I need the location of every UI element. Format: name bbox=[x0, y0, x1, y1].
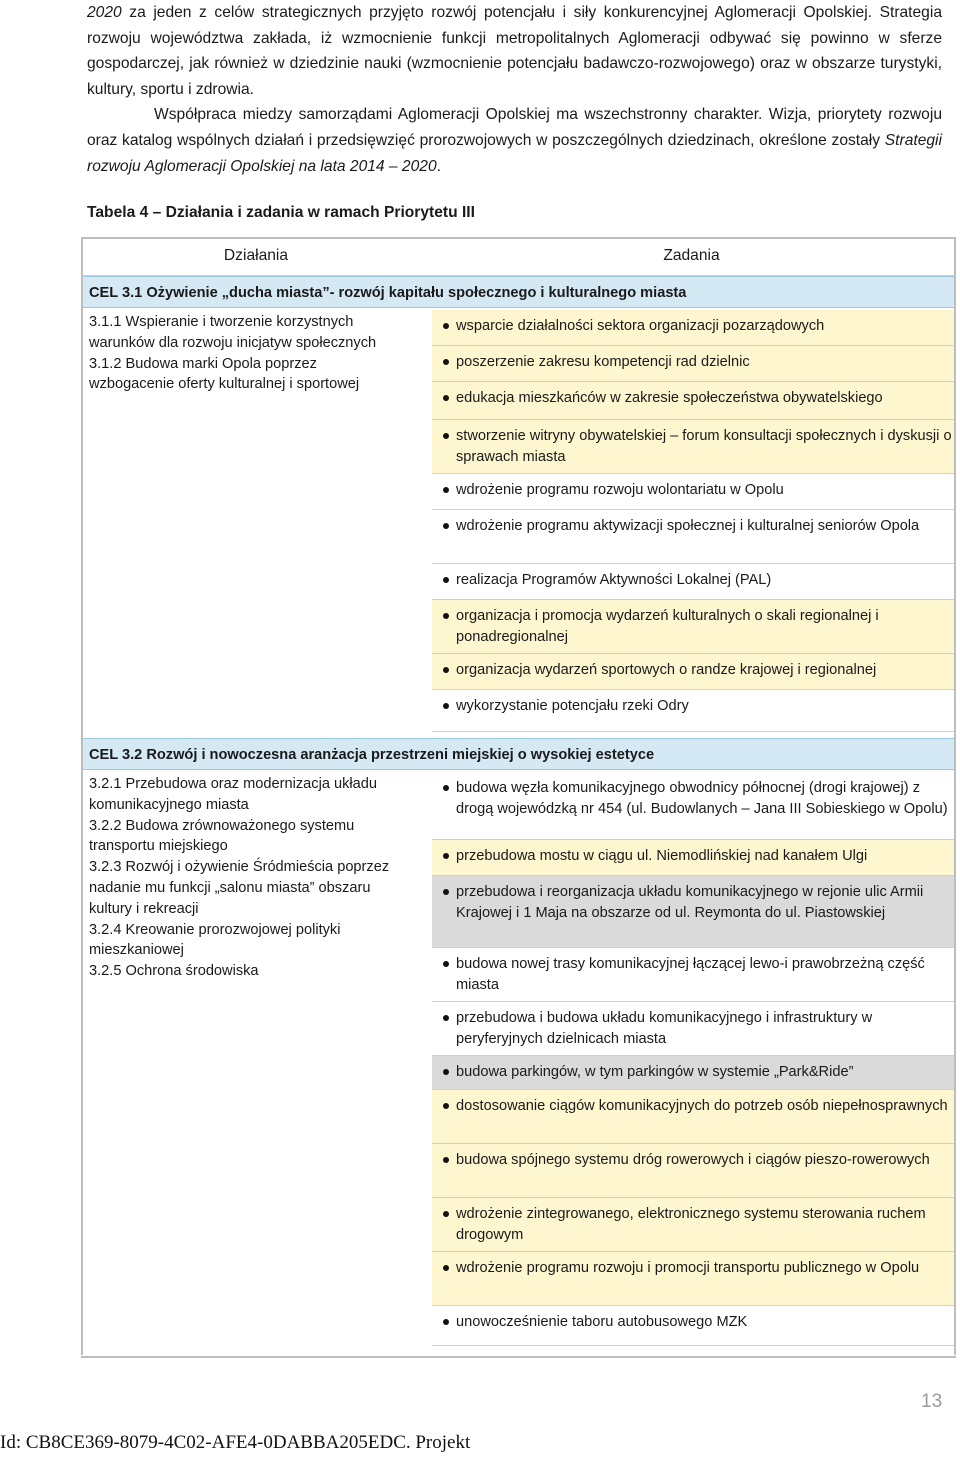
task-item bbox=[432, 1090, 954, 1144]
task-item bbox=[432, 690, 954, 732]
task-text: wsparcie działalności sektora organizacji pozarządowych bbox=[456, 318, 825, 334]
task-item bbox=[432, 1002, 954, 1056]
task-text: wdrożenie programu rozwoju wolontariatu w Opolu bbox=[456, 482, 784, 498]
task-text: budowa parkingów, w tym parkingów w systemie „Park&Ride” bbox=[456, 1064, 854, 1080]
bullet-icon bbox=[443, 523, 449, 529]
task-item bbox=[432, 772, 954, 840]
task-text: budowa węzła komunikacyjnego obwodnicy północnej (drogi krajowej) z drogą wojewódzką nr 454 (ul. Budowlanych – Jana III Sobieskiego w Opolu) bbox=[456, 780, 948, 817]
table-header bbox=[81, 237, 956, 276]
task-item bbox=[432, 420, 954, 474]
goal-3-1-section bbox=[81, 308, 956, 738]
task-text: poszerzenie zakresu kompetencji rad dzielnic bbox=[456, 354, 750, 370]
task-text: przebudowa i budowa układu komunikacyjnego i infrastruktury w peryferyjnych dzielnicach miasta bbox=[456, 1010, 873, 1047]
task-text: wdrożenie programu aktywizacji społecznej i kulturalnej seniorów Opola bbox=[456, 518, 920, 534]
task-item bbox=[432, 382, 954, 420]
goal-3-2-row: CEL 3.2 Rozwój i nowoczesna aranżacja przestrzeni miejskiej o wysokiej estetyce bbox=[81, 738, 956, 770]
header-tasks: Zadania bbox=[663, 247, 720, 264]
bullet-icon bbox=[443, 1265, 449, 1271]
bullet-icon bbox=[443, 433, 449, 439]
task-text: wdrożenie zintegrowanego, elektronicznego systemu sterowania ruchem drogowym bbox=[456, 1206, 926, 1243]
action-item: 3.2.5 Ochrona środowiska bbox=[89, 963, 259, 980]
task-text: budowa spójnego systemu dróg rowerowych i ciągów pieszo-rowerowych bbox=[456, 1152, 930, 1168]
task-item bbox=[432, 876, 954, 948]
bullet-icon bbox=[443, 1211, 449, 1217]
bullet-icon bbox=[443, 359, 449, 365]
goal-3-2-section bbox=[81, 770, 956, 1355]
bullet-icon bbox=[443, 703, 449, 709]
task-item bbox=[432, 1198, 954, 1252]
task-text: organizacja wydarzeń sportowych o randze krajowej i regionalnej bbox=[456, 662, 877, 678]
action-item: 3.2.4 Kreowanie prorozwojowej polityki mieszkaniowej bbox=[89, 921, 341, 959]
task-item bbox=[432, 1252, 954, 1306]
bullet-icon bbox=[443, 395, 449, 401]
task-text: wykorzystanie potencjału rzeki Odry bbox=[456, 698, 689, 714]
action-item: 3.1.2 Budowa marki Opola poprzez wzbogacenie oferty kulturalnej i sportowej bbox=[89, 355, 360, 393]
actions-table bbox=[81, 237, 956, 1355]
bullet-icon bbox=[443, 487, 449, 493]
bullet-icon bbox=[443, 1015, 449, 1021]
bullet-icon bbox=[443, 1103, 449, 1109]
task-item bbox=[432, 564, 954, 600]
task-text: przebudowa mostu w ciągu ul. Niemodlińskiej nad kanałem Ulgi bbox=[456, 848, 868, 864]
task-text: przebudowa i reorganizacja układu komunikacyjnego w rejonie ulic Armii Krajowej i 1 Maja na obszarze od ul. Reymonta do ul. Piastowskiej bbox=[456, 884, 924, 921]
task-text: stworzenie witryny obywatelskiej – forum konsultacji społecznych i dyskusji o sprawach miasta bbox=[456, 428, 952, 465]
goal-3-1-actions bbox=[89, 312, 405, 395]
bullet-icon bbox=[443, 1069, 449, 1075]
table-caption: Tabela 4 – Działania i zadania w ramach Priorytetu III bbox=[87, 204, 475, 221]
task-text: organizacja i promocja wydarzeń kulturalnych o skali regionalnej i ponadregionalnej bbox=[456, 608, 879, 645]
bullet-icon bbox=[443, 1319, 449, 1325]
task-text: budowa nowej trasy komunikacyjnej łączącej lewo-i prawobrzeżną część miasta bbox=[456, 956, 925, 993]
task-item bbox=[432, 1056, 954, 1090]
task-item bbox=[432, 1144, 954, 1198]
bullet-icon bbox=[443, 613, 449, 619]
task-text: wdrożenie programu rozwoju i promocji transportu publicznego w Opolu bbox=[456, 1260, 920, 1276]
task-item bbox=[432, 654, 954, 690]
bullet-icon bbox=[443, 961, 449, 967]
action-item: 3.1.1 Wspieranie i tworzenie korzystnych warunków dla rozwoju inicjatyw społecznych bbox=[89, 314, 377, 351]
table-bottom-border bbox=[81, 1356, 956, 1358]
task-item bbox=[432, 346, 954, 382]
task-item bbox=[432, 600, 954, 654]
task-item bbox=[432, 310, 954, 346]
intro-paragraph-1: 2020 za jeden z celów strategicznych przyjęto rozwój potencjału i siły konkurencyjnej Aglomeracji Opolskiej. Strategia rozwoju województwa zakłada, iż wzmocnienie funkcji metropolitalnych Aglomeracji odbywać się powinno w sferze gospodarczej, jak również w dziedzinie nauki (wzmocnienie potencjału badawczo-rozwojowego) oraz w obszarze turystyki, kultury, sportu i zdrowia. bbox=[87, 4, 942, 98]
bullet-icon bbox=[443, 667, 449, 673]
task-item bbox=[432, 948, 954, 1002]
header-actions: Działania bbox=[223, 247, 289, 264]
task-item bbox=[432, 474, 954, 510]
task-text: edukacja mieszkańców w zakresie społeczeństwa obywatelskiego bbox=[456, 390, 883, 406]
task-item bbox=[432, 1306, 954, 1346]
task-text: unowocześnienie taboru autobusowego MZK bbox=[456, 1314, 748, 1330]
page-number: 13 bbox=[921, 1391, 943, 1412]
task-text: realizacja Programów Aktywności Lokalnej (PAL) bbox=[456, 572, 772, 588]
bullet-icon bbox=[443, 1157, 449, 1163]
task-item bbox=[432, 510, 954, 564]
bullet-icon bbox=[443, 785, 449, 791]
intro-text bbox=[87, 0, 942, 179]
action-item: 3.2.2 Budowa zrównoważonego systemu transportu miejskiego bbox=[89, 817, 355, 855]
bullet-icon bbox=[443, 889, 449, 895]
goal-3-1-row: CEL 3.1 Ożywienie „ducha miasta”- rozwój kapitału społecznego i kulturalnego miasta bbox=[81, 276, 956, 308]
bullet-icon bbox=[443, 853, 449, 859]
document-id-footer: Id: CB8CE369-8079-4C02-AFE4-0DABBA205EDC. Projekt bbox=[0, 1432, 471, 1453]
intro-paragraph-2: Współpraca miedzy samorządami Aglomeracji Opolskiej ma wszechstronny charakter. Wizja, priorytety rozwoju oraz katalog wspólnych działań i przedsięwzięć prorozwojowych w poszczególnych dziedzinach, określone zostały Strategii rozwoju Aglomeracji Opolskiej na lata 2014 – 2020. bbox=[87, 106, 942, 175]
action-item: 3.2.1 Przebudowa oraz modernizacja układu komunikacyjnego miasta bbox=[89, 776, 377, 813]
bullet-icon bbox=[443, 323, 449, 329]
action-item: 3.2.3 Rozwój i ożywienie Śródmieścia poprzez nadanie mu funkcji „salonu miasta” obszaru kultury i rekreacji bbox=[89, 859, 390, 917]
bullet-icon bbox=[443, 577, 449, 583]
goal-3-2-actions bbox=[89, 774, 405, 982]
task-text: dostosowanie ciągów komunikacyjnych do potrzeb osób niepełnosprawnych bbox=[456, 1098, 948, 1114]
task-item bbox=[432, 840, 954, 876]
